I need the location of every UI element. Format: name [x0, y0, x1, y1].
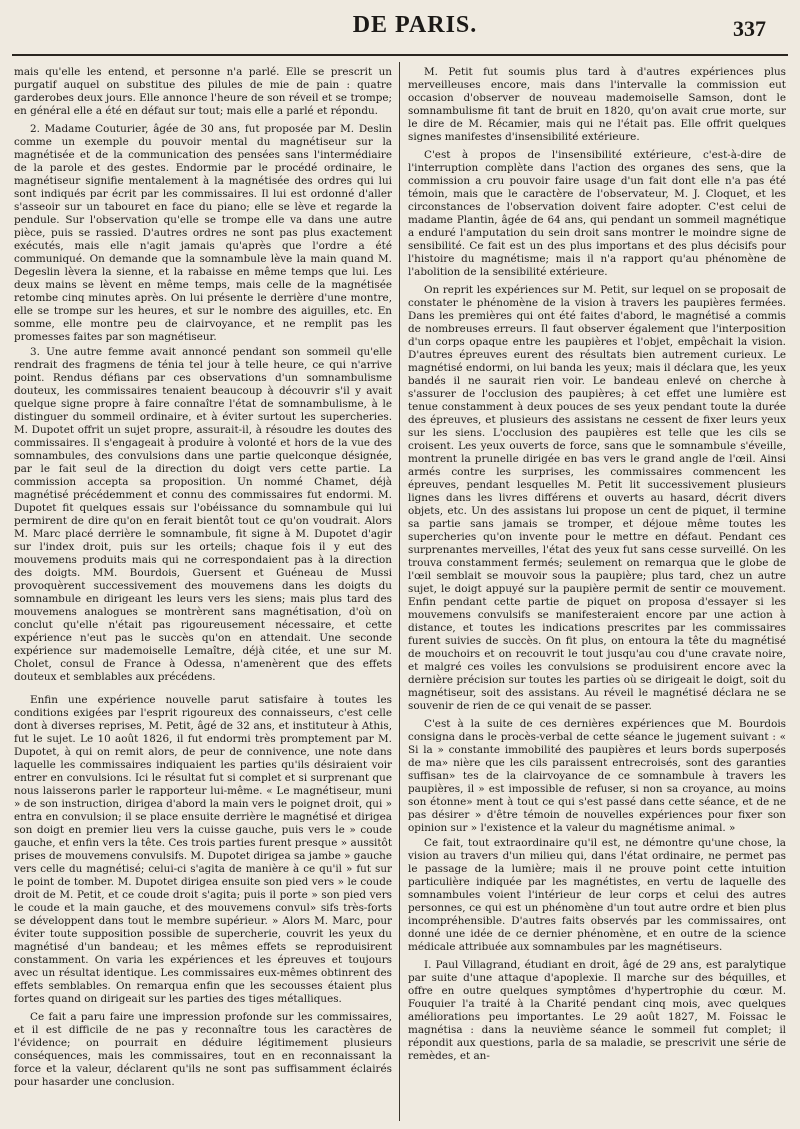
paragraph: Enfin une expérience nouvelle parut satisfaire à toutes les conditions exigées par l'esprit rigoureux des connaisseurs, c'est celle dont à diverses reprises, M. Petit, âgé de 32 ans, et instituteur à Athis, fut le sujet. Le 10 août 1826, il fut endormi très promptement par M. Dupotet, à qui on remit alors, de peur de connivence, une note dans laquelle les commissaires indiquaient les parties qu'ils désiraient voir entrer en convulsions. Ici le résultat fut si complet et si surprenant que nous laisserons parler le rapporteur lui-même. « Le magnétiseur, muni » de son instruction, dirigea d'abord la main vers le poignet droit, qui » entra en convulsion; il se place ensuite derrière le magnétisé et dirigea son doigt en premier lieu vers la cuisse gauche, puis vers le » coude gauche, et enfin vers la tête. Ces trois parties furent presque » aussitôt prises de mouvemens convulsifs. M. Dupotet dirigea sa jambe » gauche vers celle du magnétisé; celui-ci s'agita de manière à ce qu'il » fut sur le point de tomber. M. Dupotet dirigea ensuite son pied vers » le coude droit de M. Petit, et ce coude droit s'agita; puis il porte » son pied vers le coude et la main gauche, et des mouvemens convul» sifs très-forts se développent dans tout le membre supérieur. » Alors M. Marc, pour éviter toute supposition possible de supercherie, couvrit les yeux du magnétisé d'un bandeau; et les mêmes effets se reproduisirent constamment. On varia les expériences et les épreuves et toujours avec un résultat identique. Les commissaires eux-mêmes obtinrent des effets semblables. On remarqua enfin que les secousses étaient plus fortes quand on dirigeait sur les parties des tiges métalliques. [14, 694, 392, 1005]
paragraph: Ce fait, tout extraordinaire qu'il est, ne démontre qu'une chose, la vision au travers d'un milieu qui, dans l'état ordinaire, ne permet pas le passage de la lumière; mais il ne prouve point cette intuition particulière indiquée par les magnétistes, en vertu de laquelle des somnambules voient l'intérieur de leur corps et celui des autres personnes, ce qui est un phénomène d'un tout autre ordre et bien plus incompréhensible. D'autres faits observés par les commissaires, ont donné une idée de ce dernier phénomène, et en outre de la science médicale attribuée aux somnambules par les magnétiseurs. [408, 837, 786, 953]
running-head: DE PARIS. [352, 12, 478, 38]
page-number: 337 [733, 16, 766, 41]
paragraph: M. Petit fut soumis plus tard à d'autres expériences plus merveilleuses encore, mais dans l'intervalle la commission eut occasion d'observer de nouveau mademoiselle Samson, dont le somnambulisme fit tant de bruit en 1820, qu'on avait crue morte, sur le dire de M. Récamier, mais qui ne l'était pas. Elle offrit quelques signes manifestes d'insensibilité extérieure. [408, 66, 786, 143]
paragraph: I. Paul Villagrand, étudiant en droit, âgé de 29 ans, est paralytique par suite d'une attaque d'apoplexie. Il marche sur des béquilles, et offre en outre quelques symptômes d'hypertrophie du cœur. M. Fouquier l'a traité à la Charité pendant cinq mois, avec quelques améliorations peu importantes. Le 29 août 1827, M. Foissac le magnétisa : dans la neuvième séance le sommeil fut complet; il répondit aux questions, parla de sa maladie, se prescrivit une série de remèdes, et an- [408, 959, 786, 1062]
text-columns [14, 66, 786, 1121]
right-column [408, 66, 786, 1121]
page-header [10, 0, 790, 60]
left-column [14, 66, 392, 1121]
paragraph: C'est à propos de l'insensibilité extérieure, c'est-à-dire de l'interruption complète dans l'action des organes des sens, que la commission a cru pouvoir faire usage d'un fait dont elle n'a pas été témoin, mais que le caractère de l'observateur, M. J. Cloquet, et les circonstances de l'observation doivent faire adopter. C'est celui de madame Plantin, âgée de 64 ans, qui pendant un sommeil magnétique a enduré l'amputation du sein droit sans montrer le moindre signe de sensibilité. Ce fait est un des plus importans et des plus décisifs pour l'histoire du magnétisme; mais il n'a rapport qu'au phénomène de l'abolition de la sensibilité extérieure. [408, 149, 786, 278]
header-rule [12, 54, 788, 56]
paragraph: C'est à la suite de ces dernières expériences que M. Bourdois consigna dans le procès-verbal de cette séance le jugement suivant : « Si la » constante immobilité des paupières et leurs bords superposés de ma» nière que les cils paraissent entrecroisés, sont des garanties suffisan» tes de la clairvoyance de ce somnambule à travers les paupières, il » est impossible de refuser, si non sa croyance, au moins son étonne» ment à tout ce qui s'est passé dans cette séance, et de ne pas désirer » d'être témoin de nouvelles expériences pour fixer son opinion sur » l'existence et la valeur du magnétisme animal. » [408, 718, 786, 834]
paragraph: 2. Madame Couturier, âgée de 30 ans, fut proposée par M. Deslin comme un exemple du pouvoir mental du magnétiseur sur la magnétisée et de la communication des pensées sans l'intermédiaire de la parole et des gestes. Endormie par le procédé ordinaire, le magnétiseur signifie mentalement à la magnétisée des ordres qui lui sont indiqués par écrit par les commissaires. Il lui est ordonné d'aller s'asseoir sur un tabouret en face du piano; elle se lève et regarde la pendule. Sur l'observation qu'elle se trompe elle va dans une autre pièce, puis se rassied. D'autres ordres ne sont pas plus exactement exécutés, mais elle n'agit jamais qu'après que l'ordre a été communiqué. On demande que la somnambule lève la main quand M. Degeslin lèvera la sienne, et la rabaisse en même temps que lui. Les deux mains se lèvent en même temps, mais celle de la magnétisée retombe cinq minutes après. On lui présente le derrière d'une montre, elle se trompe sur les heures, et sur le nombre des aiguilles, etc. En somme, elle montre peu de clairvoyance, et ne remplit pas les promesses faites par son magnétiseur. [14, 123, 392, 343]
paragraph: Ce fait a paru faire une impression profonde sur les commissaires, et il est difficile de ne pas y reconnaître tous les caractères de l'évidence; on pourrait en déduire légitimement plusieurs conséquences, mais les commissaires, tout en en reconnaissant la force et la valeur, déclarent qu'ils ne sont pas suffisamment éclairés pour hasarder une conclusion. [14, 1011, 392, 1088]
paragraph: 3. Une autre femme avait annoncé pendant son sommeil qu'elle rendrait des fragmens de ténia tel jour à telle heure, ce qui n'arrive point. Rendus défians par ces observations d'un somnambulisme douteux, les commissaires tenaient beaucoup à découvrir s'il y avait quelque signe propre à faire connaître l'état de somnambulisme, à le distinguer du sommeil ordinaire, et à éviter surtout les supercheries. M. Dupotet offrit un sujet propre, assurait-il, à résoudre les doutes des commissaires. Il s'engageait à produire à volonté et hors de la vue des somnambules, des convulsions dans une partie quelconque désignée, par le fait seul de la direction du doigt vers cette partie. La commission accepta sa proposition. Un nommé Chamet, déjà magnétisé précédemment et connu des commissaires fut endormi. M. Dupotet fit quelques essais sur l'obéissance du somnambule qui lui permirent de dire qu'on en ferait bientôt tout ce qu'on voudrait. Alors M. Marc placé derrière le somnambule, fit signe à M. Dupotet d'agir sur l'index droit, puis sur les orteils; chaque fois il y eut des mouvemens produits mais qui ne correspondaient pas à la direction des doigts. MM. Bourdois, Guersent et Guéneau de Mussi provoquèrent successivement des mouvemens dans les doigts du somnambule en dirigeant les leurs vers les siens; mais plus tard des mouvemens analogues se montrèrent sans magnétisation, d'où on conclut qu'elle n'était pas rigoureusement nécessaire, et cette expérience n'eut pas le succès qu'on en attendait. Une seconde expérience sur mademoiselle Lemaître, déjà citée, et une sur M. Cholet, consul de France à Odessa, n'amenèrent que des effets douteux et semblables aux précédens. [14, 346, 392, 683]
paragraph: On reprit les expériences sur M. Petit, sur lequel on se proposait de constater le phénomène de la vision à travers les paupières fermées. Dans les premières qui ont été faites d'abord, le magnétisé a commis de nombreuses erreurs. Il faut observer également que l'interposition d'un corps opaque entre les paupières et l'objet, empêchait la vision. D'autres épreuves eurent des résultats bien autrement curieux. Le magnétisé endormi, on lui banda les yeux; mais il déclara que, les yeux bandés il ne saurait rien voir. Le bandeau enlevé on cherche à s'assurer de l'occlusion des paupières; à cet effet une lumière est tenue constamment à deux pouces de ses yeux pendant toute la durée des épreuves, et plusieurs des assistans ne cessent de fixer leurs yeux sur les siens. L'occlusion des paupières est telle que les cils se croisent. Les yeux ouverts de force, sans que le somnambule s'éveille, montrent la prunelle dirigée en bas vers le grand angle de l'œil. Ainsi armés contre les surprises, les commissaires commencent les épreuves, pendant lesquelles M. Petit lit successivement plusieurs lignes dans les livres différens et ouverts au hasard, décrit divers objets, etc. Un des assistans lui propose un cent de piquet, il termine sa partie sans jamais se tromper, et déjoue même toutes les supercheries qu'on invente pour le mettre en défaut. Pendant ces surprenantes merveilles, l'état des yeux fut sans cesse surveillé. On les trouva constamment fermés; seulement on remarqua que le globe de l'œil semblait se mouvoir sous la paupière; plus tard, chez un autre sujet, le doigt appuyé sur la paupière permit de sentir ce mouvement. Enfin pendant cette partie de piquet on proposa d'essayer si les mouvemens convulsifs se manifesteraient encore par une action à distance, et toutes les indications prescrites par les commissaires furent suivies de succès. On fit plus, on entoura la tête du magnétisé de mouchoirs et on recouvrit le tout jusqu'au cou d'une cravate noire, et malgré ces voiles les convulsions se produisirent encore avec la dernière précision sur toutes les parties où se dirigeait le doigt, soit du magnétiseur, soit des assistans. Au réveil le magnétisé déclara ne se souvenir de rien de ce qui venait de se passer. [408, 284, 786, 712]
paragraph: mais qu'elle les entend, et personne n'a parlé. Elle se prescrit un purgatif auquel on substitue des pilules de mie de pain : quatre garderobes deux jours. Elle annonce l'heure de son réveil et se trompe; en général elle a été en défaut sur tout; mais elle a parlé et répondu. [14, 66, 392, 117]
